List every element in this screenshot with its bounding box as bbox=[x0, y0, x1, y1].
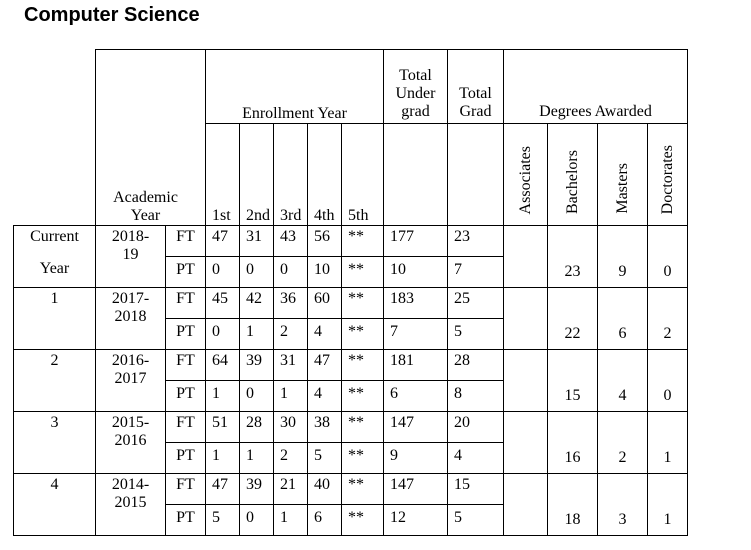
academic-year-cell: 2015-2016 bbox=[96, 412, 166, 474]
table-row-ft bbox=[14, 350, 688, 381]
type-cell: FT bbox=[166, 288, 206, 319]
enrollment-cell: 0 bbox=[240, 381, 274, 412]
degree-bachelors-cell: 23 bbox=[548, 226, 598, 288]
total-grad-cell: 23 bbox=[448, 226, 504, 257]
table-row-ft bbox=[14, 474, 688, 505]
enrollment-cell: 0 bbox=[240, 505, 274, 536]
degree-associates-cell bbox=[504, 350, 548, 412]
total-undergrad-cell: 10 bbox=[384, 257, 448, 288]
enrollment-cell: 45 bbox=[206, 288, 240, 319]
degree-bachelors-cell: 22 bbox=[548, 288, 598, 350]
degree-col-masters: Masters bbox=[598, 124, 648, 226]
total-undergrad-cell: 9 bbox=[384, 443, 448, 474]
enrollment-cell: 21 bbox=[274, 474, 308, 505]
enrollment-cell: ** bbox=[342, 319, 384, 350]
enrollment-cell: ** bbox=[342, 474, 384, 505]
total-grad-cell: 5 bbox=[448, 505, 504, 536]
enrollment-cell: 4 bbox=[308, 381, 342, 412]
total-grad-cell: 25 bbox=[448, 288, 504, 319]
enrollment-cell: ** bbox=[342, 412, 384, 443]
degree-doctorates-cell: 0 bbox=[648, 226, 688, 288]
enrollment-cell: ** bbox=[342, 288, 384, 319]
enrollment-cell: 56 bbox=[308, 226, 342, 257]
enrollment-cell: 1 bbox=[274, 505, 308, 536]
enrollment-cell: 39 bbox=[240, 350, 274, 381]
degree-doctorates-cell: 2 bbox=[648, 288, 688, 350]
type-cell: FT bbox=[166, 412, 206, 443]
enrollment-cell: ** bbox=[342, 226, 384, 257]
enrollment-cell: 1 bbox=[240, 443, 274, 474]
enrollment-cell: 10 bbox=[308, 257, 342, 288]
type-cell: PT bbox=[166, 319, 206, 350]
degree-bachelors-cell: 18 bbox=[548, 474, 598, 536]
enrollment-cell: 47 bbox=[308, 350, 342, 381]
row-label: Current Year bbox=[14, 226, 96, 288]
total-undergrad-cell: 147 bbox=[384, 412, 448, 443]
academic-year-cell: 2016-2017 bbox=[96, 350, 166, 412]
total-undergrad-cell: 6 bbox=[384, 381, 448, 412]
enrollment-col-4th: 4th bbox=[308, 124, 342, 226]
page-title: Computer Science bbox=[24, 4, 200, 26]
enrollment-col-1st: 1st bbox=[206, 124, 240, 226]
type-cell: FT bbox=[166, 350, 206, 381]
enrollment-cell: 47 bbox=[206, 474, 240, 505]
type-cell: PT bbox=[166, 443, 206, 474]
enrollment-cell: 5 bbox=[308, 443, 342, 474]
degree-doctorates-cell: 0 bbox=[648, 350, 688, 412]
enrollment-cell: 47 bbox=[206, 226, 240, 257]
total-grad-cell: 28 bbox=[448, 350, 504, 381]
row-label: 3 bbox=[14, 412, 96, 474]
enrollment-col-2nd: 2nd bbox=[240, 124, 274, 226]
enrollment-cell: ** bbox=[342, 381, 384, 412]
enrollment-cell: 31 bbox=[240, 226, 274, 257]
total-undergrad-header: Total Under grad bbox=[384, 50, 448, 124]
enrollment-cell: 0 bbox=[206, 257, 240, 288]
degree-masters-cell: 4 bbox=[598, 350, 648, 412]
academic-year-cell: 2018-19 bbox=[96, 226, 166, 288]
total-grad-cell: 7 bbox=[448, 257, 504, 288]
enrollment-cell: 43 bbox=[274, 226, 308, 257]
type-cell: PT bbox=[166, 381, 206, 412]
enrollment-cell: ** bbox=[342, 257, 384, 288]
table-row-ft bbox=[14, 226, 688, 257]
enrollment-cell: 2 bbox=[274, 443, 308, 474]
enrollment-table bbox=[13, 49, 688, 536]
table-row-ft bbox=[14, 288, 688, 319]
enrollment-cell: 1 bbox=[240, 319, 274, 350]
enrollment-cell: 36 bbox=[274, 288, 308, 319]
degree-col-bachelors: Bachelors bbox=[548, 124, 598, 226]
degrees-awarded-header: Degrees Awarded bbox=[504, 50, 688, 124]
academic-year-header: Academic Year bbox=[96, 124, 206, 226]
enrollment-cell: 30 bbox=[274, 412, 308, 443]
total-grad-header: Total Grad bbox=[448, 50, 504, 124]
degree-doctorates-cell: 1 bbox=[648, 412, 688, 474]
degree-masters-cell: 2 bbox=[598, 412, 648, 474]
degree-associates-cell bbox=[504, 412, 548, 474]
degree-bachelors-cell: 15 bbox=[548, 350, 598, 412]
row-label: 1 bbox=[14, 288, 96, 350]
enrollment-cell: 5 bbox=[206, 505, 240, 536]
enrollment-cell: 0 bbox=[206, 319, 240, 350]
enrollment-cell: 40 bbox=[308, 474, 342, 505]
enrollment-cell: 64 bbox=[206, 350, 240, 381]
enrollment-cell: 1 bbox=[206, 443, 240, 474]
degree-associates-cell bbox=[504, 226, 548, 288]
enrollment-cell: 28 bbox=[240, 412, 274, 443]
enrollment-cell: 1 bbox=[274, 381, 308, 412]
enrollment-cell: 39 bbox=[240, 474, 274, 505]
total-undergrad-cell: 12 bbox=[384, 505, 448, 536]
enrollment-cell: 6 bbox=[308, 505, 342, 536]
enrollment-cell: ** bbox=[342, 350, 384, 381]
table-row-ft bbox=[14, 412, 688, 443]
enrollment-year-header: Enrollment Year bbox=[206, 50, 384, 124]
degree-associates-cell bbox=[504, 474, 548, 536]
enrollment-cell: 38 bbox=[308, 412, 342, 443]
enrollment-cell: ** bbox=[342, 443, 384, 474]
total-undergrad-cell: 147 bbox=[384, 474, 448, 505]
enrollment-cell: 0 bbox=[240, 257, 274, 288]
type-cell: FT bbox=[166, 226, 206, 257]
enrollment-cell: 31 bbox=[274, 350, 308, 381]
academic-year-cell: 2014-2015 bbox=[96, 474, 166, 536]
total-undergrad-cell: 7 bbox=[384, 319, 448, 350]
total-undergrad-cell: 183 bbox=[384, 288, 448, 319]
degree-masters-cell: 3 bbox=[598, 474, 648, 536]
degree-masters-cell: 6 bbox=[598, 288, 648, 350]
enrollment-cell: 51 bbox=[206, 412, 240, 443]
type-cell: PT bbox=[166, 505, 206, 536]
enrollment-cell: 4 bbox=[308, 319, 342, 350]
enrollment-cell: ** bbox=[342, 505, 384, 536]
total-undergrad-cell: 181 bbox=[384, 350, 448, 381]
degree-col-doctorates: Doctorates bbox=[648, 124, 688, 226]
total-grad-cell: 5 bbox=[448, 319, 504, 350]
degree-masters-cell: 9 bbox=[598, 226, 648, 288]
enrollment-cell: 1 bbox=[206, 381, 240, 412]
total-grad-cell: 8 bbox=[448, 381, 504, 412]
degree-col-associates: Associates bbox=[504, 124, 548, 226]
total-grad-cell: 4 bbox=[448, 443, 504, 474]
total-undergrad-cell: 177 bbox=[384, 226, 448, 257]
degree-doctorates-cell: 1 bbox=[648, 474, 688, 536]
enrollment-col-5th: 5th bbox=[342, 124, 384, 226]
enrollment-cell: 0 bbox=[274, 257, 308, 288]
degree-associates-cell bbox=[504, 288, 548, 350]
total-grad-cell: 15 bbox=[448, 474, 504, 505]
row-label: 4 bbox=[14, 474, 96, 536]
enrollment-col-3rd: 3rd bbox=[274, 124, 308, 226]
enrollment-cell: 2 bbox=[274, 319, 308, 350]
enrollment-cell: 60 bbox=[308, 288, 342, 319]
enrollment-cell: 42 bbox=[240, 288, 274, 319]
degree-bachelors-cell: 16 bbox=[548, 412, 598, 474]
type-cell: FT bbox=[166, 474, 206, 505]
academic-year-cell: 2017-2018 bbox=[96, 288, 166, 350]
type-cell: PT bbox=[166, 257, 206, 288]
total-grad-cell: 20 bbox=[448, 412, 504, 443]
row-label: 2 bbox=[14, 350, 96, 412]
